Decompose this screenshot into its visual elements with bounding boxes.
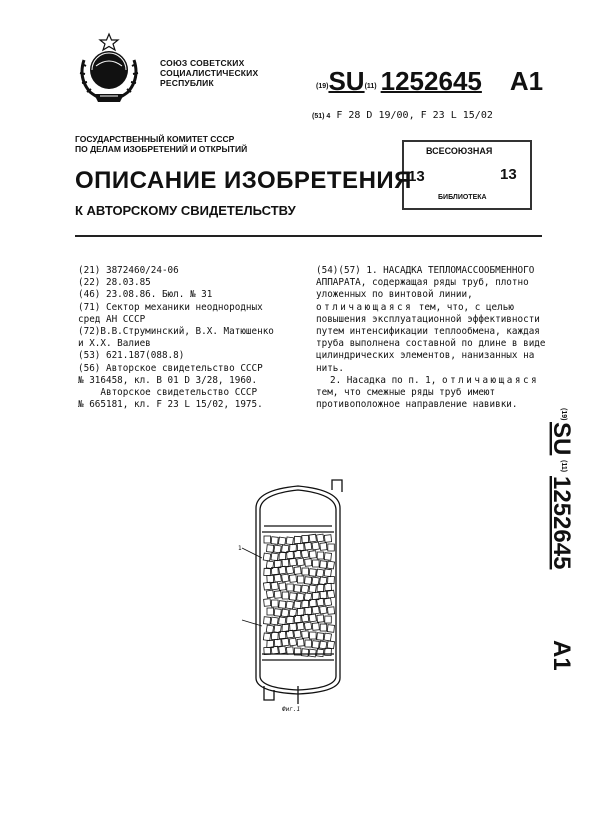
packing-element xyxy=(312,606,319,614)
packing-element xyxy=(264,617,271,625)
claim-2-start: 2. Насадка по п. 1, xyxy=(330,374,437,386)
packing-element xyxy=(312,542,319,550)
packing-element xyxy=(289,558,296,566)
claim-2 xyxy=(316,375,548,412)
country-line-2: СОЦИАЛИСТИЧЕСКИХ xyxy=(160,68,259,78)
packing-element xyxy=(267,575,274,582)
packing-element xyxy=(324,535,331,543)
packing-element xyxy=(263,582,270,590)
packing-element xyxy=(274,609,281,617)
packing-element xyxy=(302,631,309,639)
document-title: ОПИСАНИЕ ИЗОБРЕТЕНИЯ xyxy=(75,167,412,194)
ipc-tag: (51) 4 xyxy=(312,113,331,120)
packing-element xyxy=(266,625,274,633)
packing-element xyxy=(274,545,282,553)
packing-element xyxy=(305,640,312,647)
packing-element xyxy=(286,601,294,609)
claim-1-start: (54)(57) 1. НАСАДКА ТЕПЛОМАССООБМЕННОГО АППАРАТА, содержащая ряды труб, плотно уложенных по винтовой линии, xyxy=(316,265,535,301)
biblio-line: (46) 23.08.86. Бюл. № 31 xyxy=(78,289,213,301)
packing-element xyxy=(310,632,317,639)
packing-element xyxy=(317,534,324,542)
packing-elements xyxy=(263,534,334,657)
claim-1-spaced: отличающаяся xyxy=(316,301,414,313)
bibliographic-data xyxy=(78,265,288,411)
packing-element xyxy=(328,544,335,551)
packing-element xyxy=(294,630,301,638)
country-line-3: РЕСПУБЛИК xyxy=(160,78,214,88)
packing-element xyxy=(320,624,327,631)
packing-element xyxy=(286,537,293,545)
packing-element xyxy=(304,622,311,630)
patent-number: 1252645 xyxy=(380,66,482,96)
packing-element xyxy=(279,601,286,609)
claim-1 xyxy=(316,265,548,375)
apparatus-drawing xyxy=(228,478,368,708)
vertical-number: 1252645 xyxy=(548,476,575,570)
packing-element xyxy=(297,639,304,647)
packing-element xyxy=(309,649,317,657)
packing-element xyxy=(317,649,324,657)
packing-element xyxy=(278,537,286,545)
packing-element xyxy=(297,593,305,601)
packing-element xyxy=(324,569,331,577)
packing-element xyxy=(317,633,324,641)
packing-element xyxy=(312,577,320,585)
packing-element xyxy=(287,584,294,591)
packing-element xyxy=(263,553,271,561)
vertical-kind-code: A1 xyxy=(548,640,575,671)
packing-element xyxy=(301,550,308,558)
packing-element xyxy=(324,633,332,641)
packing-element xyxy=(279,552,286,559)
packing-element xyxy=(289,575,296,583)
packing-element xyxy=(267,608,274,615)
packing-element xyxy=(324,598,331,606)
document-subtitle: К АВТОРСКОМУ СВИДЕТЕЛЬСТВУ xyxy=(75,203,296,218)
packing-element xyxy=(309,534,316,542)
packing-element xyxy=(304,542,311,550)
packing-element xyxy=(263,633,270,641)
packing-element xyxy=(279,646,286,654)
claim-2-end: тем, что смежные ряды труб имеют противоположное направление навивки. xyxy=(316,387,518,411)
packing-element xyxy=(320,606,327,614)
library-stamp xyxy=(402,140,532,210)
packing-element xyxy=(281,609,289,617)
country-name xyxy=(160,58,258,88)
packing-element xyxy=(282,638,289,646)
committee-line-1: ГОСУДАРСТВЕННЫЙ КОМИТЕТ СССР xyxy=(75,134,235,144)
packing-element xyxy=(287,616,294,623)
stamp-bottom: БИБЛИОТЕКА xyxy=(438,194,487,201)
biblio-line: № 665181, кл. F 23 L 15/02, 1975. xyxy=(78,399,263,411)
packing-element xyxy=(317,552,324,559)
packing-element xyxy=(294,567,301,575)
country-code: SU xyxy=(328,66,365,96)
figure-caption: Фиг.1 xyxy=(282,706,301,713)
packing-element xyxy=(327,590,334,598)
committee-name xyxy=(75,134,247,154)
stamp-right-number: 13 xyxy=(500,166,517,183)
packing-element xyxy=(271,553,278,561)
packing-element xyxy=(327,607,334,615)
packing-element xyxy=(320,561,327,569)
tag-19: (19) xyxy=(316,83,329,90)
biblio-line: (71) Сектор механики неоднородных xyxy=(78,301,263,313)
packing-element xyxy=(289,638,296,646)
kind-code: A1 xyxy=(509,66,544,96)
packing-element xyxy=(305,607,312,614)
packing-element xyxy=(286,647,293,655)
packing-element xyxy=(312,641,319,649)
packing-element xyxy=(286,566,293,574)
packing-element xyxy=(327,625,334,633)
packing-element xyxy=(294,585,301,593)
packing-element xyxy=(327,561,335,569)
packing-element xyxy=(294,536,301,543)
packing-element xyxy=(290,623,297,630)
packing-element xyxy=(302,568,309,575)
claims xyxy=(316,265,548,411)
stamp-top: ВСЕСОЮЗНАЯ xyxy=(426,146,493,156)
committee-line-2: ПО ДЕЛАМ ИЗОБРЕТЕНИЙ И ОТКРЫТИЙ xyxy=(75,144,248,154)
packing-element xyxy=(274,639,281,646)
packing-element xyxy=(309,569,316,577)
packing-element xyxy=(272,600,279,607)
packing-element xyxy=(271,632,278,639)
packing-element xyxy=(302,535,309,542)
country-line-1: СОЮЗ СОВЕТСКИХ xyxy=(160,58,245,68)
packing-element xyxy=(282,592,289,599)
biblio-line: (72)В.В.Струминский, В.Х. Матюшенко xyxy=(78,326,274,338)
biblio-line: № 316458, кл. В 01 D 3/28, 1960. xyxy=(78,374,258,386)
packing-element xyxy=(274,574,281,582)
packing-element xyxy=(264,536,271,543)
packing-element xyxy=(320,543,327,551)
biblio-line: и Х.Х. Валиев xyxy=(78,338,151,350)
stamp-left-number: 13 xyxy=(408,168,425,185)
packing-element xyxy=(305,559,312,567)
packing-element xyxy=(279,583,286,591)
claim-2-spaced: отличающаяся xyxy=(441,374,540,386)
packing-element xyxy=(274,591,281,599)
packing-element xyxy=(302,600,309,607)
packing-element xyxy=(317,584,324,591)
packing-element xyxy=(325,616,332,623)
packing-element xyxy=(294,601,301,609)
figure-label: 1 xyxy=(238,545,242,552)
biblio-line: (53) 621.187(088.8) xyxy=(78,350,185,362)
packing-element xyxy=(297,576,304,583)
packing-element xyxy=(309,614,316,622)
biblio-line: сред АН СССР xyxy=(78,313,146,325)
packing-element xyxy=(317,615,324,623)
packing-element xyxy=(271,582,278,590)
packing-element xyxy=(289,593,296,601)
packing-element xyxy=(267,545,274,553)
packing-element xyxy=(313,560,320,567)
biblio-line: Авторское свидетельство СССР xyxy=(78,387,258,399)
tag-11: (11) xyxy=(364,83,377,90)
packing-element xyxy=(264,599,271,607)
packing-element xyxy=(301,585,309,593)
packing-element xyxy=(324,553,331,561)
packing-element xyxy=(297,622,304,630)
header-divider xyxy=(75,235,542,237)
biblio-line: (21) 3872460/24-06 xyxy=(78,265,179,276)
packing-element xyxy=(312,623,319,631)
packing-element xyxy=(266,590,273,598)
packing-element xyxy=(320,591,327,598)
biblio-line: (22) 28.03.85 xyxy=(78,277,151,289)
claim-1-end: тем, что, с целью повышения эксплуатационной эффективности путем интенсификации теплообмена, каждая труба выполнена составной по длине в виде цилиндрических элементов, нанизанных на нить. xyxy=(316,301,546,374)
packing-element xyxy=(328,576,335,583)
vertical-country-code: SU xyxy=(548,422,575,456)
vertical-tag-11: (11) xyxy=(560,460,567,473)
patent-number-block xyxy=(316,66,543,97)
packing-element xyxy=(301,649,308,657)
packing-element xyxy=(282,574,289,582)
ussr-emblem xyxy=(70,30,148,108)
vertical-tag-19: (19) xyxy=(560,408,567,421)
packing-element xyxy=(297,558,304,566)
ipc-codes: F 28 D 19/00, F 23 L 15/02 xyxy=(336,110,493,121)
packing-element xyxy=(297,543,304,550)
packing-element xyxy=(309,585,316,593)
biblio-line: (56) Авторское свидетельство СССР xyxy=(78,362,263,374)
packing-element xyxy=(271,617,279,625)
packing-element xyxy=(327,641,334,649)
packing-element xyxy=(264,568,271,575)
packing-element xyxy=(279,617,286,625)
packing-element xyxy=(271,537,278,545)
packing-element xyxy=(309,551,316,559)
ipc-classification xyxy=(312,110,493,121)
packing-element xyxy=(282,559,289,566)
packing-element xyxy=(319,641,327,649)
vertical-patent-number xyxy=(545,400,590,700)
packing-element xyxy=(316,569,324,577)
packing-element xyxy=(305,577,312,585)
